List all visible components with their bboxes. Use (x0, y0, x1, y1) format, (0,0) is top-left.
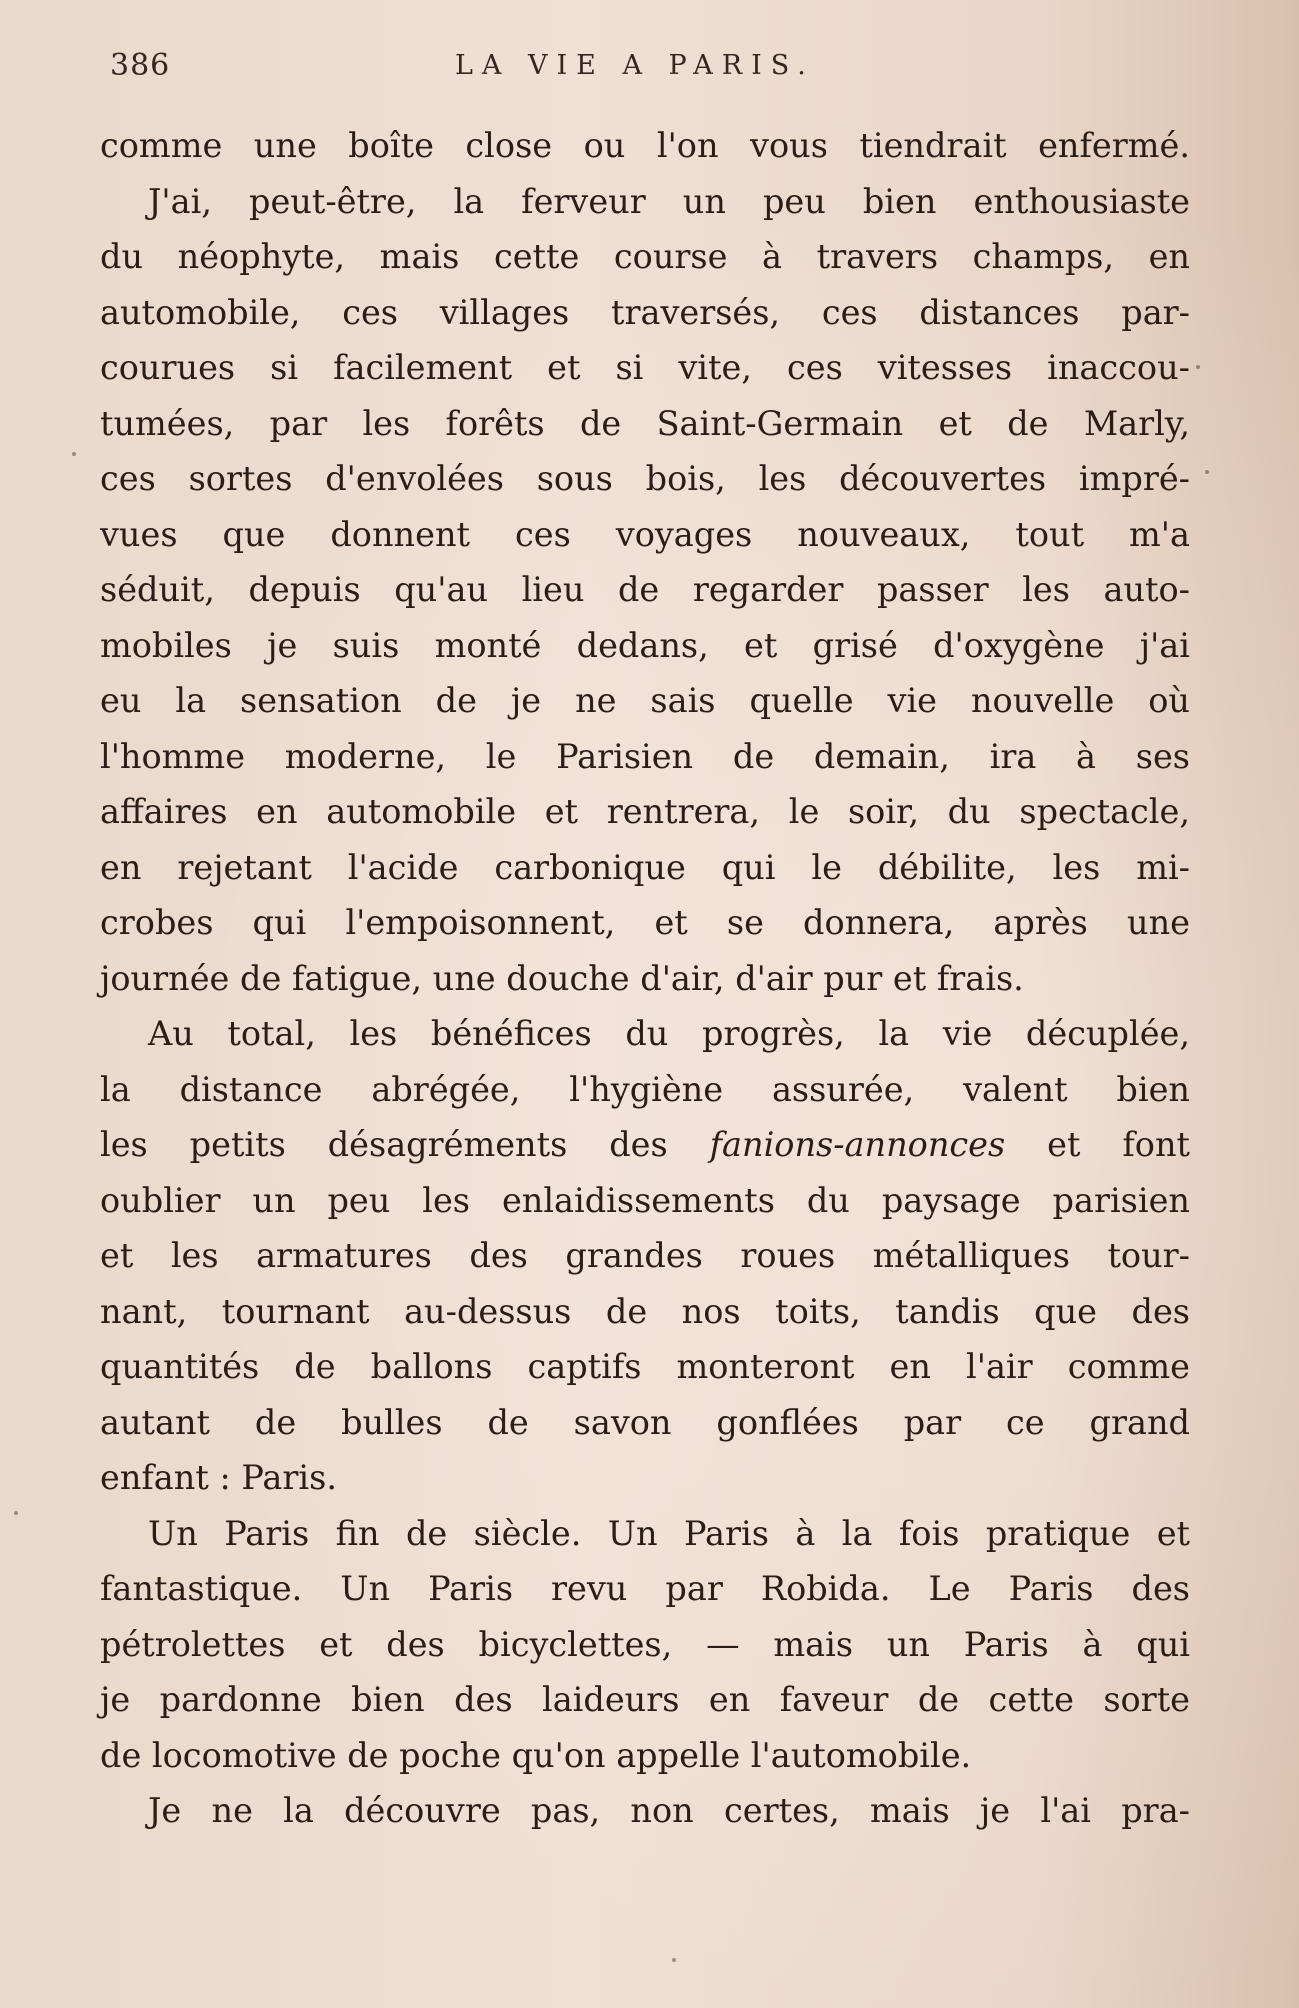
text-line: l'homme moderne, le Parisien de demain, ira à ses (100, 736, 1190, 776)
text-line: comme une boîte close ou l'on vous tiendrait enfermé. (100, 126, 1190, 165)
text-line: enfant : Paris. (100, 1458, 337, 1497)
page-number: 386 (110, 48, 171, 83)
text-line: mobiles je suis monté dedans, et grisé d'oxygène j'ai (100, 625, 1190, 665)
paper-speck (14, 1511, 18, 1515)
text-line: eu la sensation de je ne sais quelle vie nouvelle où (100, 681, 1190, 720)
text-line: de locomotive de poche qu'on appelle l'automobile. (100, 1735, 972, 1775)
text-line: je pardonne bien des laideurs en faveur de cette sorte (100, 1680, 1190, 1719)
text-fragment: et font (1047, 1125, 1190, 1164)
text-line: pétrolettes et des bicyclettes, — mais un Paris à qui (100, 1624, 1190, 1664)
running-title: LA VIE A PARIS. (455, 50, 815, 81)
text-line: tumées, par les forêts de Saint-Germain et de Marly, (100, 403, 1190, 443)
text-line: oublier un peu les enlaidissements du paysage parisien (100, 1180, 1190, 1220)
text-line: séduit, depuis qu'au lieu de regarder passer les auto- (100, 570, 1190, 609)
text-line: automobile, ces villages traversés, ces distances par- (100, 292, 1190, 332)
text-line: vues que donnent ces voyages nouveaux, tout m'a (100, 514, 1190, 554)
text-line: journée de fatigue, une douche d'air, d'air pur et frais. (100, 958, 1024, 998)
text-line: affaires en automobile et rentrera, le soir, du spectacle, (100, 792, 1190, 831)
text-line: courues si facilement et si vite, ces vitesses inaccou- (100, 348, 1190, 387)
paper-speck (1196, 365, 1200, 369)
text-line: nant, tournant au-dessus de nos toits, tandis que des (100, 1291, 1190, 1331)
italic-term: fanions-annonces (709, 1125, 1006, 1164)
text-line: ces sortes d'envolées sous bois, les découvertes impré- (100, 459, 1190, 498)
text-fragment: les petits désagréments des (100, 1125, 668, 1164)
text-line-with-italic (100, 1117, 1190, 1173)
text-line: quantités de ballons captifs monteront en l'air comme (100, 1347, 1190, 1386)
text-line: la distance abrégée, l'hygiène assurée, valent bien (100, 1069, 1190, 1109)
text-line: Au total, les bénéfices du progrès, la vie décuplée, (148, 1014, 1190, 1053)
text-line: en rejetant l'acide carbonique qui le débilite, les mi- (100, 847, 1190, 887)
body-text (100, 118, 1190, 1839)
text-line: J'ai, peut-être, la ferveur un peu bien enthousiaste (148, 181, 1190, 221)
text-line: crobes qui l'empoisonnent, et se donnera, après une (100, 903, 1190, 942)
text-line: Je ne la découvre pas, non certes, mais je l'ai pra- (148, 1791, 1190, 1830)
text-line: autant de bulles de savon gonflées par ce grand (100, 1402, 1190, 1442)
text-line: Un Paris fin de siècle. Un Paris à la fois pratique et (148, 1513, 1190, 1553)
paper-speck (672, 1958, 676, 1962)
text-line: et les armatures des grandes roues métalliques tour- (100, 1236, 1190, 1275)
text-line: fantastique. Un Paris revu par Robida. Le Paris des (100, 1569, 1190, 1608)
paper-speck (72, 452, 76, 456)
running-head (110, 48, 1200, 88)
text-line: du néophyte, mais cette course à travers champs, en (100, 237, 1190, 276)
paper-speck (1205, 470, 1209, 474)
